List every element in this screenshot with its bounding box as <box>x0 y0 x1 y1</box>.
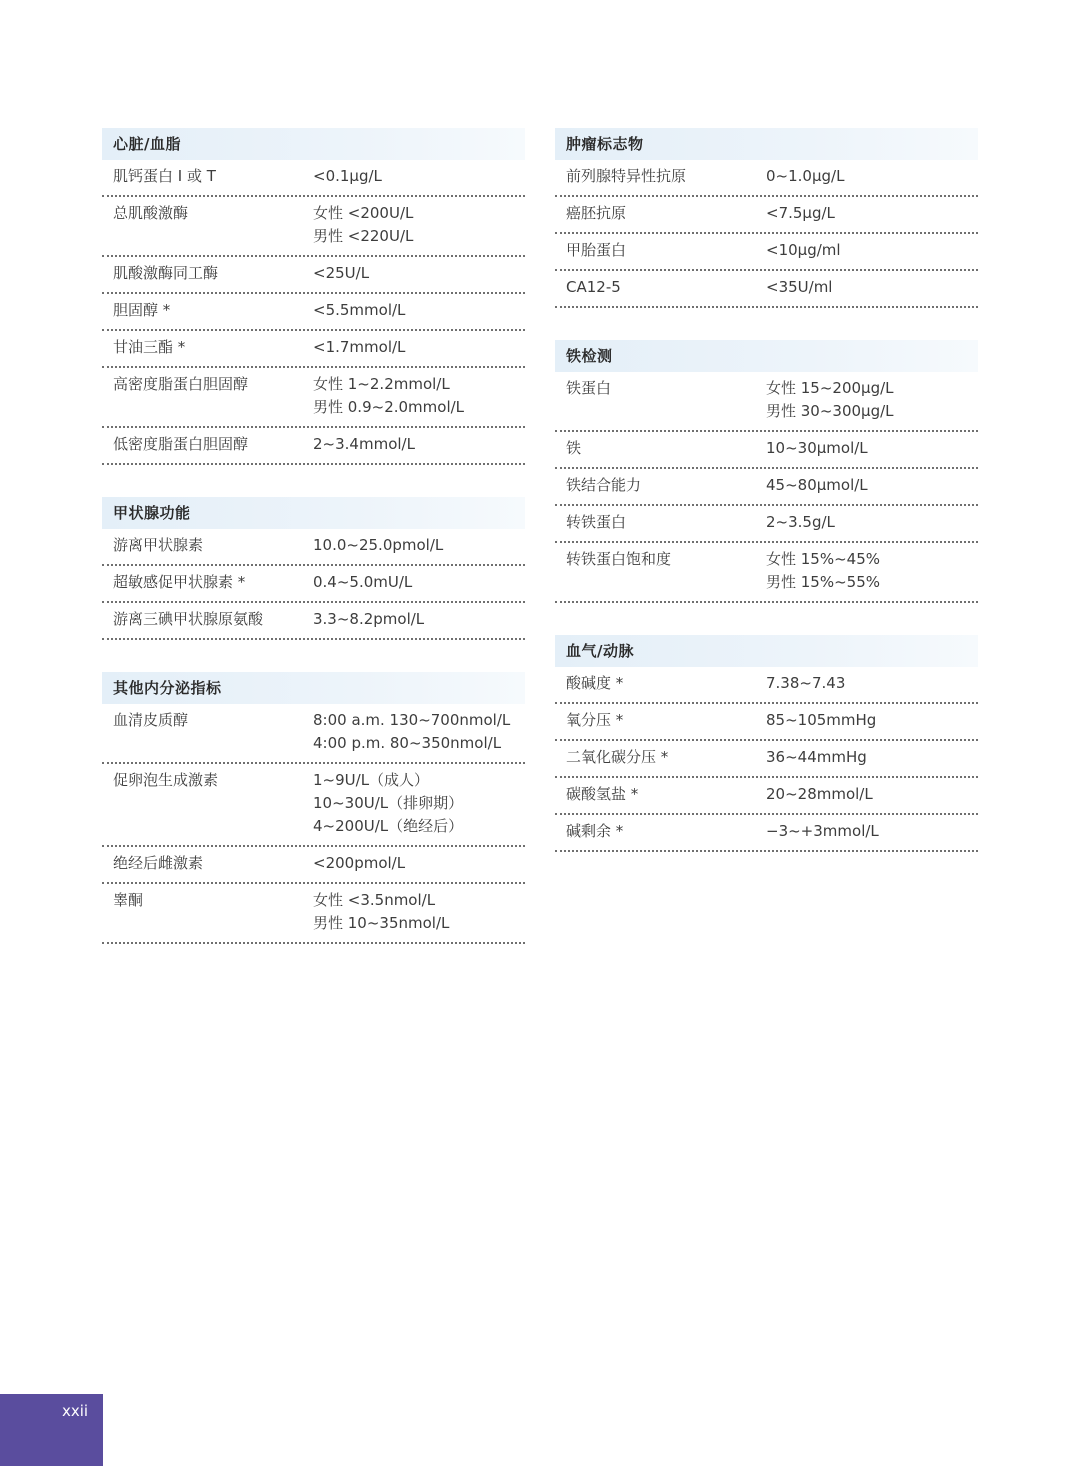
table-row <box>555 704 978 741</box>
table-row <box>102 428 525 465</box>
test-name: 总肌酸激酶 <box>113 204 189 222</box>
test-name: 铁 <box>566 439 582 457</box>
reference-values <box>766 202 978 225</box>
reference-values <box>313 262 525 285</box>
reference-values <box>766 474 978 497</box>
reference-values <box>766 672 978 695</box>
section-title: 心脏/血脂 <box>102 128 525 160</box>
test-name: 胆固醇 * <box>113 301 171 319</box>
right-column <box>555 128 978 884</box>
test-name: 甘油三酯 * <box>113 338 186 356</box>
test-name: 二氧化碳分压 * <box>566 748 669 766</box>
reference-value: <35U/ml <box>766 278 833 296</box>
reference-value: 女性 15%~45% <box>766 550 881 568</box>
table-row <box>102 368 525 428</box>
table-row <box>555 372 978 432</box>
test-name: 酸碱度 * <box>566 674 624 692</box>
table-row <box>102 764 525 847</box>
reference-values <box>766 820 978 843</box>
reference-value: 男性 15%~55% <box>766 573 881 591</box>
reference-value: <10μg/ml <box>766 241 841 259</box>
reference-value: <7.5μg/L <box>766 204 835 222</box>
test-name: 睾酮 <box>113 891 144 909</box>
left-column <box>102 128 525 976</box>
section-title: 其他内分泌指标 <box>102 672 525 704</box>
test-name: 促卵泡生成激素 <box>113 771 219 789</box>
reference-values <box>766 165 978 188</box>
test-name: 转铁蛋白饱和度 <box>566 550 672 568</box>
section-tumor-markers <box>555 128 978 308</box>
reference-value: 20~28mmol/L <box>766 785 873 803</box>
reference-value: −3~+3mmol/L <box>766 822 879 840</box>
table-row <box>102 160 525 197</box>
reference-value: 85~105mmHg <box>766 711 877 729</box>
test-name: 碱剩余 * <box>566 822 624 840</box>
reference-values <box>766 239 978 262</box>
table-row <box>102 257 525 294</box>
test-name: 癌胚抗原 <box>566 204 627 222</box>
test-name: 转铁蛋白 <box>566 513 627 531</box>
reference-values <box>766 783 978 806</box>
section-title: 血气/动脉 <box>555 635 978 667</box>
test-name: 肌钙蛋白 I 或 T <box>113 167 216 185</box>
test-name: 低密度脂蛋白胆固醇 <box>113 435 249 453</box>
test-name: 前列腺特异性抗原 <box>566 167 687 185</box>
reference-value: 4:00 p.m. 80~350nmol/L <box>313 734 502 752</box>
reference-value: <0.1μg/L <box>313 167 382 185</box>
test-name: 甲胎蛋白 <box>566 241 627 259</box>
table-row <box>102 884 525 944</box>
reference-value: 8:00 a.m. 130~700nmol/L <box>313 711 511 729</box>
reference-value: 10~30μmol/L <box>766 439 868 457</box>
reference-value: <5.5mmol/L <box>313 301 406 319</box>
table-row <box>555 197 978 234</box>
reference-value: 男性 30~300μg/L <box>766 402 894 420</box>
page-number-tab <box>0 1394 103 1466</box>
table-row <box>555 741 978 778</box>
reference-values <box>313 165 525 188</box>
reference-values <box>766 548 978 594</box>
test-name: CA12-5 <box>566 278 621 296</box>
reference-value: 男性 0.9~2.0mmol/L <box>313 398 465 416</box>
reference-values <box>313 769 525 838</box>
reference-value: 男性 <220U/L <box>313 227 414 245</box>
table-row <box>555 432 978 469</box>
table-row <box>555 506 978 543</box>
reference-value: 女性 <200U/L <box>313 204 414 222</box>
section-arterial-blood-gas <box>555 635 978 852</box>
reference-values <box>313 433 525 456</box>
test-name: 游离甲状腺素 <box>113 536 204 554</box>
reference-value: 女性 1~2.2mmol/L <box>313 375 450 393</box>
reference-values <box>766 377 978 423</box>
table-row <box>555 815 978 852</box>
reference-value: 0.4~5.0mU/L <box>313 573 413 591</box>
table-row <box>555 469 978 506</box>
table-row <box>102 847 525 884</box>
table-row <box>555 667 978 704</box>
reference-values <box>313 571 525 594</box>
table-row <box>102 566 525 603</box>
reference-value: 2~3.4mmol/L <box>313 435 415 453</box>
section-iron-tests <box>555 340 978 603</box>
reference-value: 45~80μmol/L <box>766 476 868 494</box>
reference-value: 36~44mmHg <box>766 748 867 766</box>
reference-value: 10.0~25.0pmol/L <box>313 536 444 554</box>
reference-values <box>766 511 978 534</box>
reference-values <box>313 889 525 935</box>
reference-value: 7.38~7.43 <box>766 674 846 692</box>
test-name: 肌酸激酶同工酶 <box>113 264 219 282</box>
reference-values <box>313 202 525 248</box>
test-name: 高密度脂蛋白胆固醇 <box>113 375 249 393</box>
reference-value: 3.3~8.2pmol/L <box>313 610 425 628</box>
test-name: 超敏感促甲状腺素 * <box>113 573 246 591</box>
reference-values <box>766 709 978 732</box>
reference-values <box>313 709 525 755</box>
table-row <box>555 160 978 197</box>
reference-values <box>313 373 525 419</box>
table-row <box>102 331 525 368</box>
table-row <box>102 704 525 764</box>
reference-values <box>313 299 525 322</box>
section-other-endocrine <box>102 672 525 944</box>
test-name: 铁蛋白 <box>566 379 612 397</box>
reference-value: 女性 <3.5nmol/L <box>313 891 436 909</box>
reference-value: 男性 10~35nmol/L <box>313 914 450 932</box>
test-name: 血清皮质醇 <box>113 711 189 729</box>
test-name: 氧分压 * <box>566 711 624 729</box>
reference-values <box>766 276 978 299</box>
table-row <box>555 234 978 271</box>
reference-values <box>313 534 525 557</box>
table-row <box>102 603 525 640</box>
reference-value: 1~9U/L（成人） <box>313 771 430 789</box>
reference-values <box>766 437 978 460</box>
table-row <box>102 294 525 331</box>
table-row <box>102 529 525 566</box>
test-name: 碳酸氢盐 * <box>566 785 639 803</box>
section-title: 肿瘤标志物 <box>555 128 978 160</box>
section-title: 甲状腺功能 <box>102 497 525 529</box>
reference-value: 0~1.0μg/L <box>766 167 845 185</box>
table-row <box>555 778 978 815</box>
section-thyroid <box>102 497 525 640</box>
reference-values <box>313 336 525 359</box>
reference-values <box>313 608 525 631</box>
reference-value: 女性 15~200μg/L <box>766 379 894 397</box>
table-row <box>102 197 525 257</box>
reference-values <box>766 746 978 769</box>
reference-value: 2~3.5g/L <box>766 513 835 531</box>
reference-values <box>313 852 525 875</box>
page-number: xxii <box>62 1402 89 1420</box>
test-name: 游离三碘甲状腺原氨酸 <box>113 610 264 628</box>
test-name: 铁结合能力 <box>566 476 642 494</box>
reference-value: <200pmol/L <box>313 854 406 872</box>
section-cardiac-lipids <box>102 128 525 465</box>
reference-value: 10~30U/L（排卵期） <box>313 794 464 812</box>
reference-value: 4~200U/L（绝经后） <box>313 817 464 835</box>
reference-value: <1.7mmol/L <box>313 338 406 356</box>
section-title: 铁检测 <box>555 340 978 372</box>
table-row <box>555 271 978 308</box>
table-row <box>555 543 978 603</box>
test-name: 绝经后雌激素 <box>113 854 204 872</box>
reference-value: <25U/L <box>313 264 370 282</box>
